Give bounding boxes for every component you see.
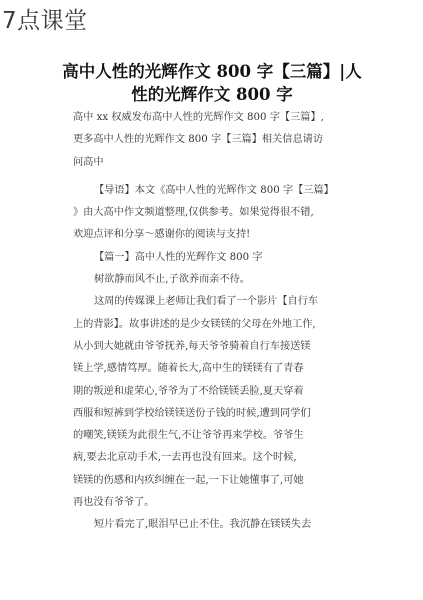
guide-paragraph — [73, 180, 359, 247]
document-body — [73, 107, 359, 537]
page-title — [62, 60, 362, 106]
text-line: 欢迎点评和分享～感谢你的阅读与支持! — [73, 229, 251, 241]
text-line: 》由大高中作文频道整理,仅供参考。如果觉得很不错, — [73, 207, 314, 219]
title-line-1: 高中人性的光辉作文 800 字【三篇】|人 — [62, 62, 362, 81]
closing-line: 短片看完了,眼泪早已止不住。我沉静在镁镁失去 — [94, 519, 312, 531]
text-line: 高中 xx 权威发布高中人性的光辉作文 800 字【三篇】, — [73, 112, 324, 123]
title-line-2: 性的光辉作文 800 字 — [131, 85, 293, 104]
story-paragraph — [73, 291, 359, 514]
text-line: 更多高中人性的光辉作文 800 字【三篇】相关信息请访 — [73, 134, 324, 146]
text-line: 期的叛逆和虚荣心,爷爷为了不给镁镁丢脸,夏天穿着 — [73, 385, 304, 397]
text-line: 问高中 — [73, 156, 104, 168]
intro-paragraph — [73, 107, 359, 174]
quote-line: 树欲静而风不止,子欲养而亲不待。 — [94, 274, 251, 286]
text-line: 再也没有爷爷了。 — [73, 497, 155, 509]
text-line: 从小到大她就由爷爷抚养,每天爷爷骑着自行车接送镁 — [73, 340, 311, 352]
text-line: 的嘲笑,镁镁为此很生气,不让爷爷再来学校。爷爷生 — [73, 430, 304, 442]
text-line: 【导语】本文《高中人性的光辉作文 800 字【三篇】 — [94, 184, 334, 196]
text-line: 镁上学,感情笃厚。随着长大,高中生的镁镁有了青春 — [73, 363, 304, 375]
text-line: 这周的传媒课上老师让我们看了一个影片【自行车 — [94, 296, 319, 308]
text-line: 上的背影】。故事讲述的是少女镁镁的父母在外地工作, — [73, 318, 316, 330]
text-line: 病,要去北京动手术,一去再也没有回来。这个时候, — [73, 452, 297, 464]
text-line: 西服和短裤到学校给镁镁送份子钱的时候,遭到同学们 — [73, 407, 311, 419]
site-watermark: 7点课堂 — [2, 8, 88, 34]
section-heading: 【篇一】高中人性的光辉作文 800 字 — [94, 251, 263, 263]
text-line: 镁镁的伤感和内疚纠缠在一起,一下让她懂事了,可她 — [73, 474, 304, 486]
